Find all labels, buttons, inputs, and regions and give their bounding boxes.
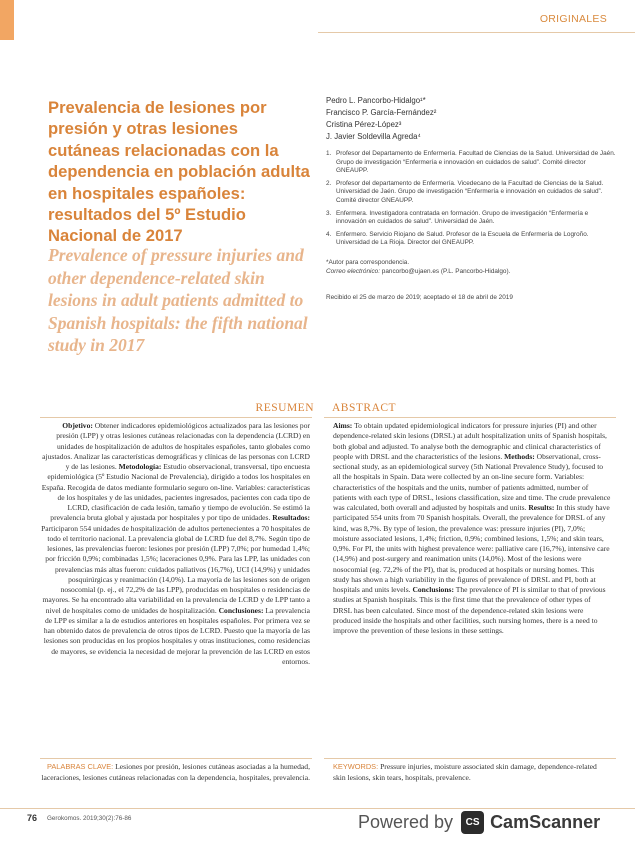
abstract-paragraph [333, 421, 611, 636]
author: J. Javier Soldevilla Agreda⁴ [326, 132, 421, 141]
affiliation-number: 2. [326, 179, 332, 187]
scanner-watermark [358, 806, 618, 838]
author-list [326, 95, 616, 143]
correspondence-email-line [326, 267, 616, 276]
correspondence-label: *Autor para correspondencia. [326, 259, 410, 266]
abstract-heading: ABSTRACT [332, 402, 397, 414]
resumen-heading: RESUMEN [255, 402, 314, 414]
abstract-label-aims: Aims: [333, 421, 353, 430]
author: Francisco P. García-Fernández² [326, 108, 437, 117]
title-spanish: Prevalencia de lesiones por presión y otras lesiones cutáneas relacionadas con la dependencia en población adulta en hospitales españoles: resultados del 5º Estudio Nacional de 2017 [48, 98, 310, 246]
watermark-powered-by: Powered by [358, 811, 454, 832]
journal-reference: Gerokomos. 2019;30(2):76-86 [47, 815, 132, 822]
abstract-label-methods: Methods: [504, 451, 535, 461]
resumen-paragraph [40, 421, 310, 667]
resumen-rule [40, 417, 312, 418]
affiliation-text: Profesor del departamento de Enfermería. Vicedecano de la Facultad de Ciencias de la Salud. Universidad de Jaén. Grupo de investigación “Enfermería e innovación en cuidados de salud”. Comité director GNEAUPP. [336, 179, 604, 204]
logo-text: CS [465, 816, 480, 828]
resumen-resultados: Participaron 554 unidades de hospitalización de adultos pertenecientes a 70 hospitales de todo el territorio nacional. La prevalencia global de LCRD fue del 8,7%. Según tipo de lesiones, las prevalencias fueron: lesiones por presión (LPP) 7,0%; por humedad 1,4%; por fricción 0,9%; combinadas 1,5%; laceraciones 0,9%. Para las LPP, las unidades con prevalencias más altas fueron: cuidados paliativos (16,7%), UCI (14,9%) y unidades posquirúrgicas y reanimación (14,0%). La mayoría de las lesiones son de origen nosocomial (p. ej., el 72,2% de las LPP), producidas en hospitales o residencias de mayores. Se ha encontrado alta variabilidad en la prevalencia de LCRD y de LPP tanto a nivel de hospitales como de unidades de hospitalización. [41, 523, 310, 615]
resumen-body [40, 421, 310, 667]
resumen-label-metodologia: Metodología: [118, 462, 162, 471]
abstract-label-conclusions: Conclusions: [412, 585, 454, 594]
keywords-english [333, 762, 611, 783]
affiliation-text: Enfermero. Servicio Riojano de Salud. Profesor de la Escuela de Enfermería de Logroño. Universidad de La Rioja. Director del GNEAUPP. [336, 230, 589, 247]
resumen-label-resultados: Resultados: [272, 513, 310, 523]
abstract-label-results: Results: [528, 503, 555, 512]
resumen-label-objetivo: Objetivo: [62, 421, 93, 430]
affiliation [326, 180, 616, 206]
keywords-label-en: KEYWORDS: [333, 762, 379, 771]
resumen-label-conclusiones: Conclusiones: [218, 605, 264, 615]
camscanner-logo-icon [461, 811, 484, 834]
affiliation-number: 1. [326, 150, 332, 157]
abstract-body [333, 421, 611, 636]
received-accepted-dates: Recibido el 25 de marzo de 2019; aceptado el 18 de abril de 2019 [326, 294, 513, 301]
affiliation-number: 4. [326, 230, 332, 238]
affiliation-number: 3. [326, 209, 332, 217]
keywords-spanish [40, 762, 310, 783]
header-rule [318, 32, 635, 33]
author: Pedro L. Pancorbo-Hidalgo¹* [326, 96, 426, 105]
affiliation-list [326, 150, 616, 252]
correspondence [326, 258, 616, 276]
abstract-conclusions: The prevalence of PI is similar to that of previous studies at Spanish hospitals. This is the first time that the prevalence of other types of DRSL has been calculated. Since most of the dependence-related skin lesions were produced inside the hospitals and other facilities, such nursing homes, there is a need to improve the prevention of these lesions in these settings. [333, 585, 606, 635]
resumen-conclusiones: La prevalencia de LPP es similar a la de estudios anteriores en hospitales españoles. Por primera vez se han obtenido datos de prevalencia de otros tipos de LCRD. Puesto que la mayoría de las lesiones son producidas en los propios hospitales y otras instituciones, como residencias de mayores, se evidencia la necesidad de mejorar la prevención de las LCRD en estos entornos. [43, 605, 310, 666]
keywords-text-es: Lesiones por presión, lesiones cutáneas asociadas a la humedad, laceraciones, lesiones cutáneas relacionadas con la dependencia, hospitales, prevalencia. [41, 762, 310, 782]
abstract-rule [324, 417, 616, 418]
resumen-objetivo: Obtener indicadores epidemiológicos actualizados para las lesiones por presión (LPP) y otras lesiones cutáneas relacionadas con la dependencia (LCRD) en unidades de hospitalización de adultos de hospitales españoles, tanto globales como ajustados. Analizar las características demográficas y clínicas de las personas con LCRD y de las lesiones. [42, 421, 310, 471]
section-label: ORIGINALES [539, 13, 607, 25]
keywords-rule-en [324, 758, 616, 759]
keywords-text-en: Pressure injuries, moisture associated skin damage, dependence-related skin lesions, skin tears, hospitals, prevalence. [333, 762, 597, 782]
affiliation [326, 210, 616, 227]
email-link[interactable]: pancorbo@ujaen.es (P.L. Pancorbo-Hidalgo). [381, 268, 511, 275]
page-number: 76 [27, 813, 38, 823]
affiliation [326, 231, 616, 248]
email-label: Correo electrónico: [326, 268, 380, 275]
affiliation [326, 150, 616, 176]
title-english: Prevalence of pressure injuries and other dependence-related skin lesions in adult patients admitted to Spanish hospitals: the fifth national study in 2017 [48, 245, 308, 355]
watermark-brand: CamScanner [490, 811, 601, 832]
abstract-aims: To obtain updated epidemiological indicators for pressure injuries (PI) and other dependence-related skin lesions (DRSL) at adult hospitalization units of Spanish hospitals, both global and adjusted. To analyse both the demographic and clinical characteristics of people with DRSL and the characteristics of the lesions. [333, 421, 607, 461]
keywords-rule-es [40, 758, 312, 759]
accent-bar [0, 0, 14, 40]
resumen-metodologia: Estudio observacional, transversal, tipo encuesta epidemiológica (5º Estudio Nacional de Prevalencia), dirigido a todos los hospitales en España. Recogida de datos mediante formulario seguro on-line. Variables: características de los hospitales y de las unidades, pacientes ingresados, pacientes con cada tipo de LCRD, clasificación de cada lesión, tamaño y tiempo de evolución. Se estimó la prevalencia bruta global y ajustada por hospitales y por tipo de unidades. [41, 462, 310, 523]
abstract-results: In this study have participated 554 units from 70 Spanish hospitals. Overall, the prevalence for DRSL of any kind, was 8,7%. By type of lesion, the prevalence was: pressure injuries (PI), 7,0%; moisture associated lesions, 1,4%; friction, 0,9%; combined lesions, 1,5%; and skin tears, 0,9%. For PI, the units with highest prevalence were: palliative care (16,7%), intensive care (14,9%) and post-surgery and reanimation units (14,0%). Most of the lesions were nosocomial (eg. 72,2% of the PI), that is, produced at hospitals or nursing homes. This study has shown a high variability in the figures of prevalence of DRSL and PI, both at hospitals and units levels. [333, 503, 610, 594]
abstract-methods: Observational, cross-sectional study, as an epidemiological survey (5th National Prevalence Study), focused to all the hospitals in Spain. Data were collected by an on-line secure form. Variables: characteristics of the hospitals and the units, number of patients admitted, number of patients with each type of DRSL, lesions classification, size and time. The crude prevalence was calculated, both overall and adjusted by hospitals and units. [333, 451, 611, 512]
author: Cristina Pérez-López³ [326, 120, 402, 129]
affiliation-text: Profesor del Departamento de Enfermería. Facultad de Ciencias de la Salud. Universidad de Jaén. Grupo de investigación “Enfermería e innovación en cuidados de salud”. Comité director GNEAUPP. [336, 150, 616, 175]
affiliation-text: Enfermera. Investigadora contratada en formación. Grupo de investigación “Enfermería e innovación en cuidados de salud”. Universidad de Jaén. [336, 209, 589, 226]
keywords-label-es: PALABRAS CLAVE: [46, 762, 114, 771]
